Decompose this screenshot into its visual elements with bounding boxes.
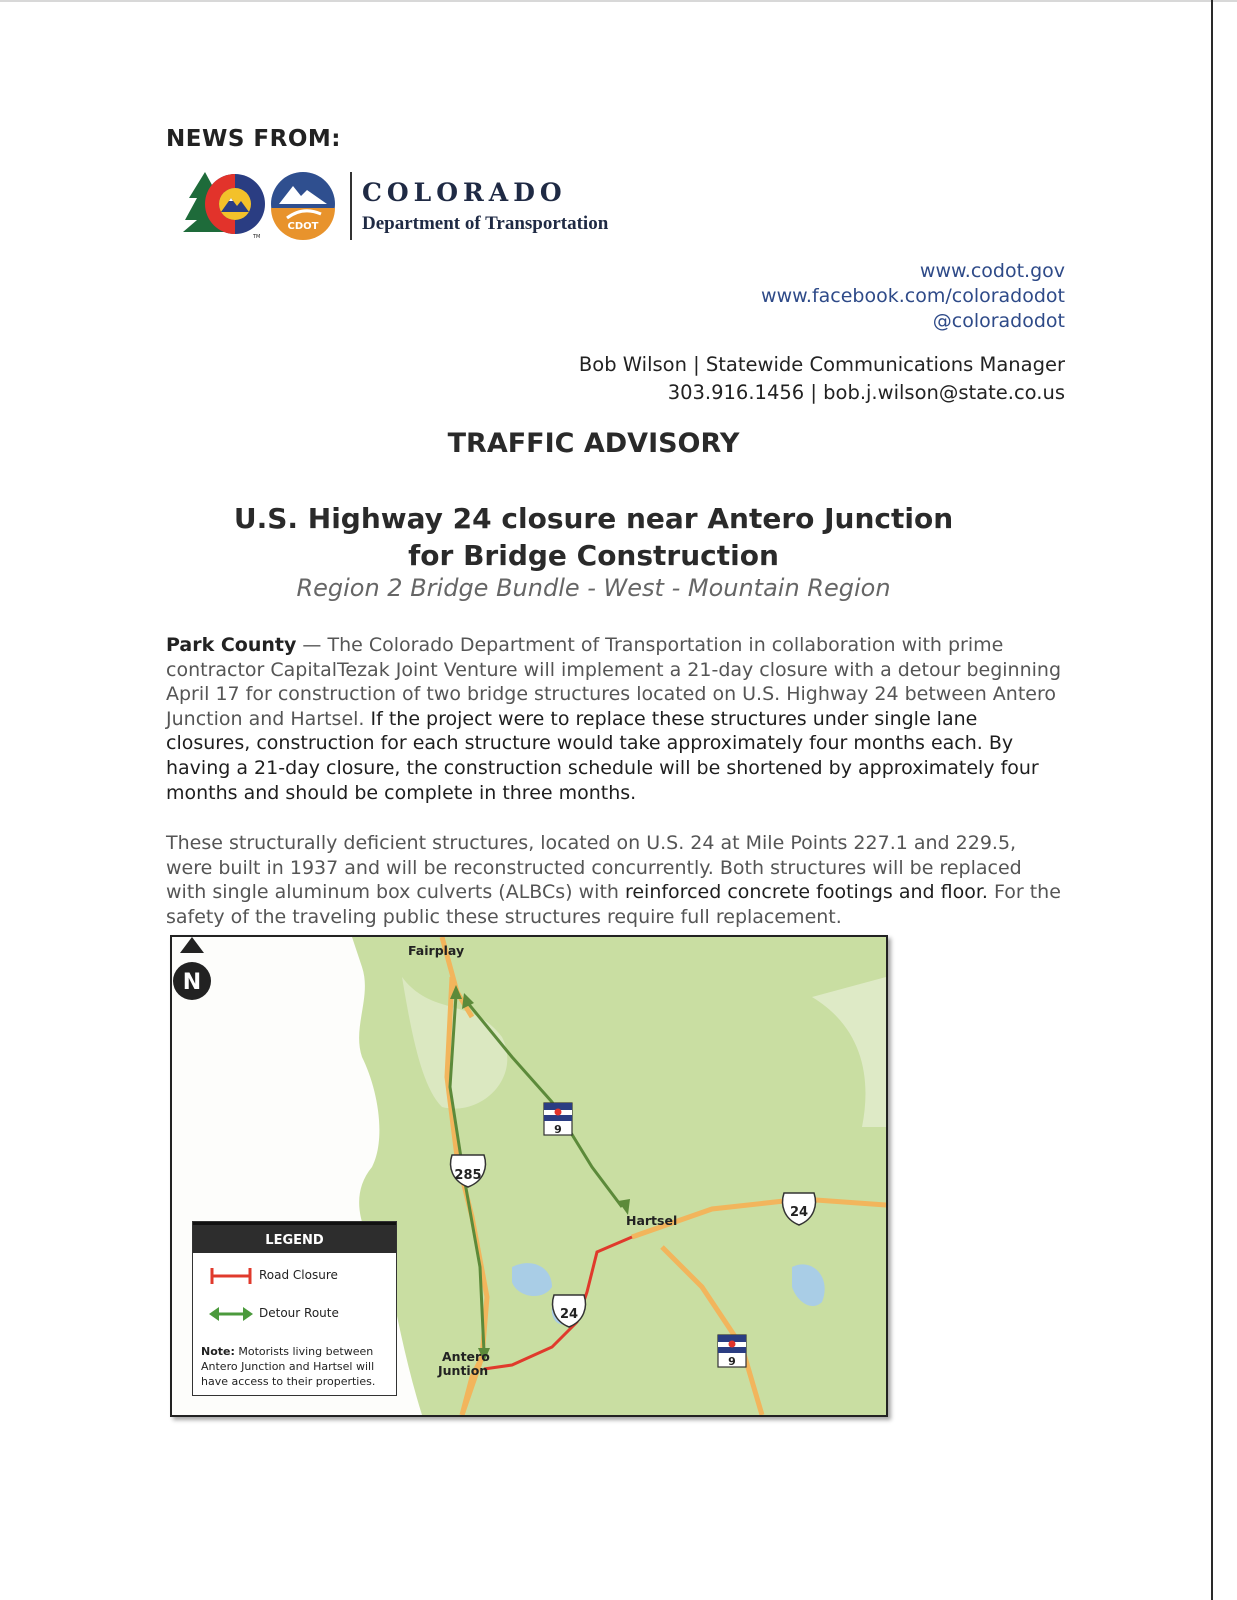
detour-map xyxy=(170,935,888,1417)
body-paragraph-1 xyxy=(166,633,1066,805)
headline xyxy=(0,500,1187,574)
body-paragraph-2 xyxy=(166,831,1066,929)
legend-note-text: Motorists living between Antero Junction and Hartsel will have access to their properties. xyxy=(201,1345,376,1388)
north-arrow-icon xyxy=(172,937,212,1007)
legend-title: LEGEND xyxy=(193,1222,396,1253)
place-fairplay: Fairplay xyxy=(408,943,465,958)
legend-detour-route: Detour Route xyxy=(259,1306,339,1320)
place-hartsel: Hartsel xyxy=(626,1213,678,1228)
news-from-label: NEWS FROM: xyxy=(166,126,341,152)
paragraph-1-emphasis: If the project were to replace these structures under single lane closures, construction for each structure would take approximately four months each. By having a 21-day closure, the construction schedule will be shortened by approximately four months and should be complete in three months. xyxy=(166,707,1039,804)
co-9-south-label: 9 xyxy=(728,1355,736,1368)
headline-subtitle: Region 2 Bridge Bundle - West - Mountain Region xyxy=(296,574,891,602)
place-antero-junction: Juntion xyxy=(438,1363,489,1378)
paragraph-2-text-b: For the safety of the traveling public these structures require full replacement. xyxy=(166,881,1061,928)
place-antero: Antero xyxy=(442,1349,490,1364)
website-link[interactable]: www.codot.gov xyxy=(919,260,1065,282)
org-department: Department of Transportation xyxy=(362,213,609,234)
paragraph-1-text: The Colorado Department of Transportation in collaboration with prime contractor CapitalTezak Joint Venture will implement a 21-day closure with a detour beginning April 17 for construction of two bridge structures located on U.S. Highway 24 between Antero Junction and Hartsel. xyxy=(166,634,1062,730)
cdot-badge-text: CDOT xyxy=(287,221,319,232)
co-9-north-shield-icon xyxy=(544,1103,572,1136)
trademark-mark: TM xyxy=(253,234,261,240)
us-24-south-label: 24 xyxy=(559,1307,579,1322)
us-285-shield-icon xyxy=(451,1155,486,1187)
twitter-handle-link[interactable]: @coloradodot xyxy=(932,310,1065,332)
dateline: Park County xyxy=(166,634,297,656)
us-24-east-label: 24 xyxy=(789,1205,809,1220)
contact-name-title: Bob Wilson | Statewide Communications Manager xyxy=(578,353,1065,376)
map-legend xyxy=(192,1221,397,1396)
org-name: COLORADO xyxy=(362,178,567,207)
us-285-label: 285 xyxy=(454,1168,482,1183)
contact-block xyxy=(579,351,1065,407)
north-label: N xyxy=(182,970,202,995)
contact-phone-email: 303.916.1456 | bob.j.wilson@state.co.us xyxy=(667,381,1065,404)
headline-line-2: for Bridge Construction xyxy=(408,539,779,572)
headline-line-1: U.S. Highway 24 closure near Antero Junction xyxy=(233,502,954,535)
paragraph-2-text-a: These structurally deficient structures, located on U.S. 24 at Mile Points 227.1 and 229.5, were built in 1937 and will be reconstructed concurrently. Both structures will be replaced with single aluminum box culverts (ALBCs) with xyxy=(166,832,1022,904)
advisory-label: TRAFFIC ADVISORY xyxy=(447,428,740,459)
detour-route-icon xyxy=(209,1304,253,1324)
co-9-south-shield-icon xyxy=(718,1335,746,1368)
facebook-link[interactable]: www.facebook.com/coloradodot xyxy=(761,285,1065,307)
legend-road-closure: Road Closure xyxy=(259,1268,338,1282)
co-9-north-label: 9 xyxy=(554,1123,562,1136)
legend-note-label: Note: xyxy=(201,1345,235,1358)
page-top-edge xyxy=(0,0,1237,2)
page-right-edge xyxy=(1211,0,1213,1600)
logo-divider xyxy=(350,172,352,240)
legend-note xyxy=(201,1344,391,1389)
road-closure-icon xyxy=(209,1266,253,1286)
web-links xyxy=(761,259,1065,334)
dateline-dash: — xyxy=(296,634,328,656)
cdot-logo xyxy=(183,168,363,244)
paragraph-2-emphasis: reinforced concrete footings and floor. xyxy=(624,881,988,904)
